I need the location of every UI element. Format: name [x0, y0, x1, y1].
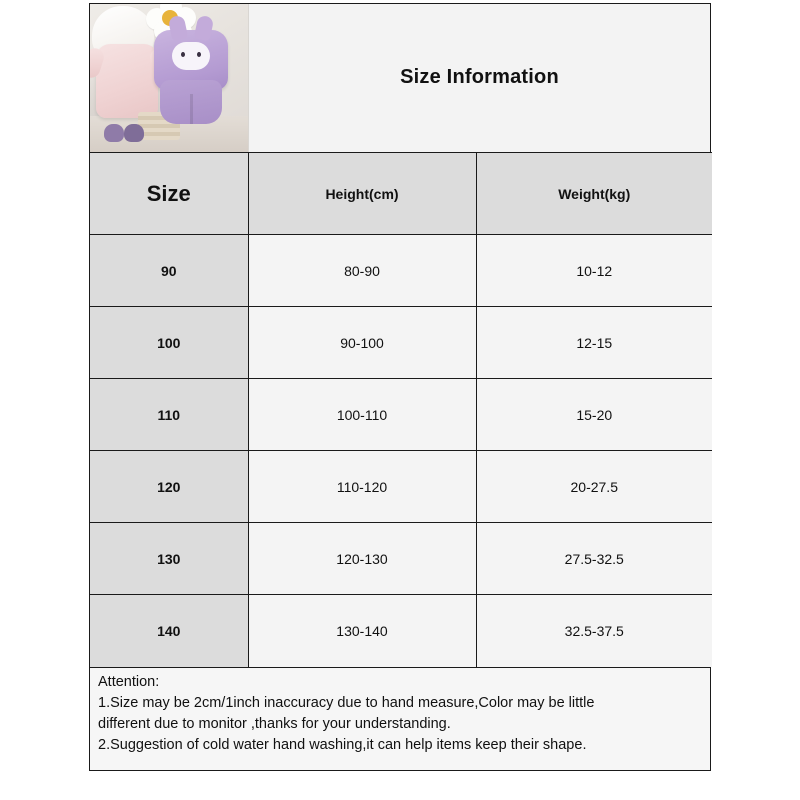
attention-note — [90, 667, 710, 771]
table-row — [90, 379, 712, 451]
cell-weight: 27.5-32.5 — [476, 523, 712, 595]
table-header-row — [90, 153, 712, 235]
column-header-size: Size — [90, 153, 248, 235]
table-row — [90, 523, 712, 595]
cell-height: 130-140 — [248, 595, 476, 667]
cell-weight: 32.5-37.5 — [476, 595, 712, 667]
cell-height: 90-100 — [248, 307, 476, 379]
cell-weight: 12-15 — [476, 307, 712, 379]
cell-height: 110-120 — [248, 451, 476, 523]
pink-garment — [96, 44, 158, 118]
cell-size: 140 — [90, 595, 248, 667]
bootie — [104, 124, 124, 142]
table-head — [90, 153, 712, 235]
table-row — [90, 451, 712, 523]
size-chart-card — [89, 3, 711, 771]
bunny-eye — [197, 52, 201, 57]
bootie — [124, 124, 144, 142]
table-body — [90, 235, 712, 667]
cell-size: 130 — [90, 523, 248, 595]
card-header — [90, 4, 710, 152]
attention-heading: Attention: — [98, 673, 160, 690]
pants-seam — [190, 94, 193, 124]
attention-line-2: different due to monitor ,thanks for your understanding. — [98, 715, 451, 732]
cell-size: 100 — [90, 307, 248, 379]
cell-weight: 15-20 — [476, 379, 712, 451]
cell-size: 90 — [90, 235, 248, 307]
attention-line-1: 1.Size may be 2cm/1inch inaccuracy due to hand measure,Color may be little — [98, 694, 595, 711]
cell-size: 120 — [90, 451, 248, 523]
table-row — [90, 307, 712, 379]
cell-size: 110 — [90, 379, 248, 451]
column-header-height: Height(cm) — [248, 153, 476, 235]
cell-weight: 10-12 — [476, 235, 712, 307]
cell-height: 80-90 — [248, 235, 476, 307]
cell-height: 100-110 — [248, 379, 476, 451]
cell-height: 120-130 — [248, 523, 476, 595]
title-block — [249, 4, 710, 152]
purple-pants — [160, 80, 222, 124]
cell-weight: 20-27.5 — [476, 451, 712, 523]
page-title: Size Information — [400, 66, 559, 88]
table-row — [90, 595, 712, 667]
table-row — [90, 235, 712, 307]
product-photo — [90, 4, 249, 152]
bunny-face — [172, 42, 210, 70]
column-header-weight: Weight(kg) — [476, 153, 712, 235]
attention-line-3: 2.Suggestion of cold water hand washing,it can help items keep their shape. — [98, 736, 587, 753]
size-table — [90, 152, 712, 667]
bunny-eye — [181, 52, 185, 57]
